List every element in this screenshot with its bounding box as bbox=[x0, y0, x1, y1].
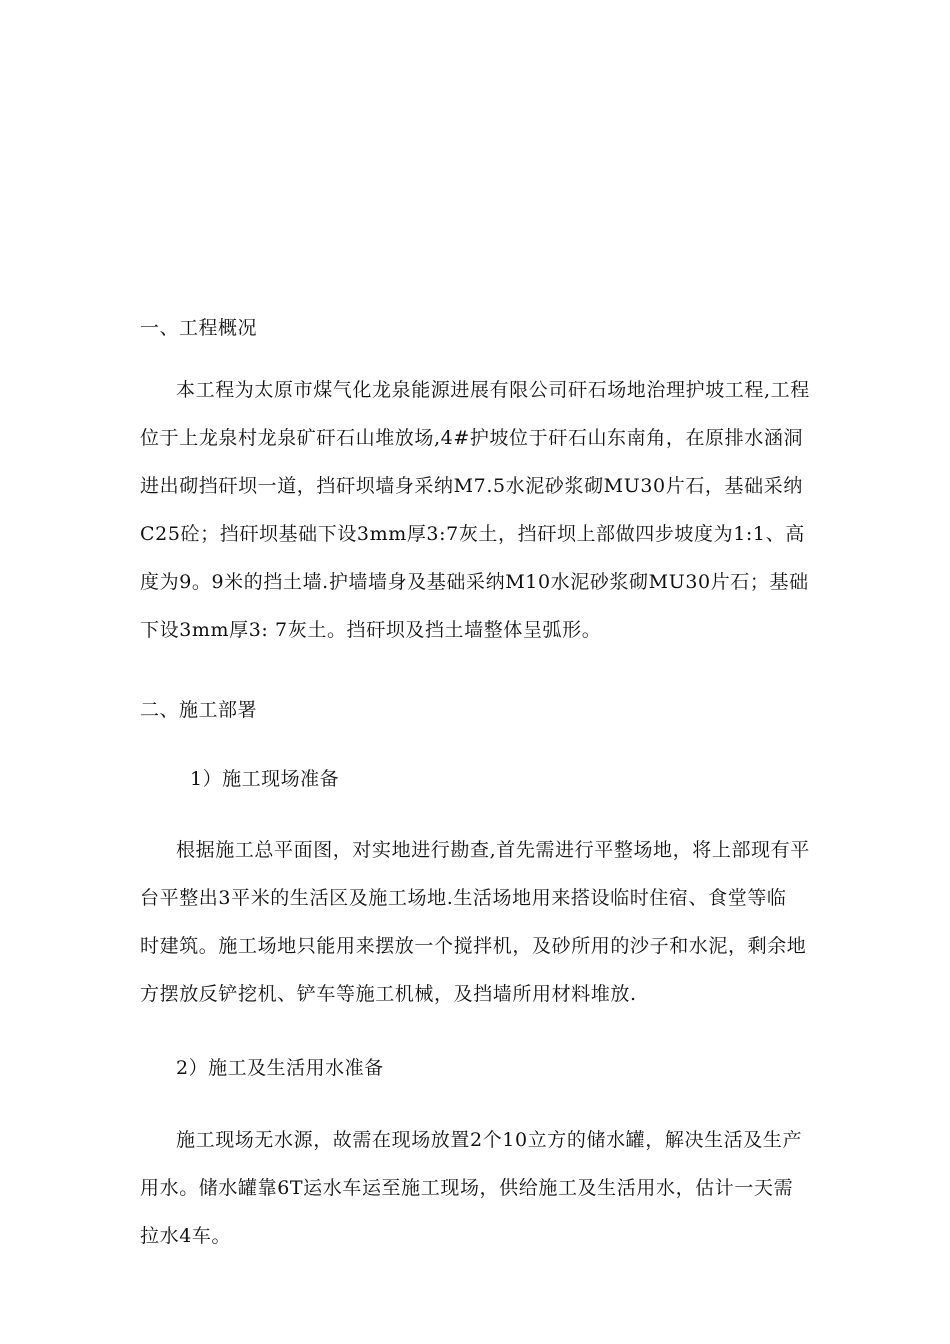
subheading-water-preparation: 2）施工及生活用水准备 bbox=[176, 1057, 384, 1079]
section-heading-overview: 一、工程概况 bbox=[140, 317, 258, 339]
paragraph-line: 拉水4车。 bbox=[140, 1225, 232, 1247]
paragraph-line: 本工程为太原市煤气化龙泉能源进展有限公司矸石场地治理护坡工程,工程 bbox=[176, 379, 810, 401]
paragraph-line: 根据施工总平面图，对实地进行勘查,首先需进行平整场地，将上部现有平 bbox=[176, 839, 810, 861]
paragraph-line: 进出砌挡矸坝一道，挡矸坝墙身采纳M7.5水泥砂浆砌MU30片石，基础采纳 bbox=[140, 475, 803, 497]
section-heading-deployment: 二、施工部署 bbox=[140, 699, 258, 721]
paragraph-line: 用水。储水罐靠6T运水车运至施工现场，供给施工及生活用水，估计一天需 bbox=[140, 1177, 794, 1199]
subheading-site-preparation: 1）施工现场准备 bbox=[190, 768, 340, 790]
paragraph-line: 施工现场无水源，故需在现场放置2个10立方的储水罐，解决生活及生产 bbox=[176, 1129, 803, 1151]
paragraph-line: C25砼；挡矸坝基础下设3mm厚3:7灰土，挡矸坝上部做四步坡度为1:1、高 bbox=[140, 523, 805, 545]
paragraph-line: 时建筑。施工场地只能用来摆放一个搅拌机，及砂所用的沙子和水泥，剩余地 bbox=[140, 935, 807, 957]
paragraph-line: 位于上龙泉村龙泉矿矸石山堆放场,4#护坡位于矸石山东南角，在原排水涵洞 bbox=[140, 427, 804, 449]
paragraph-line: 台平整出3平米的生活区及施工场地.生活场地用来搭设临时住宿、食堂等临 bbox=[140, 887, 787, 909]
paragraph-line: 方摆放反铲挖机、铲车等施工机械，及挡墙所用材料堆放. bbox=[140, 983, 637, 1005]
paragraph-line: 下设3mm厚3: 7灰土。挡矸坝及挡土墙整体呈弧形。 bbox=[140, 619, 602, 641]
paragraph-line: 度为9。9米的挡土墙.护墙墙身及基础采纳M10水泥砂浆砌MU30片石；基础 bbox=[140, 571, 809, 593]
